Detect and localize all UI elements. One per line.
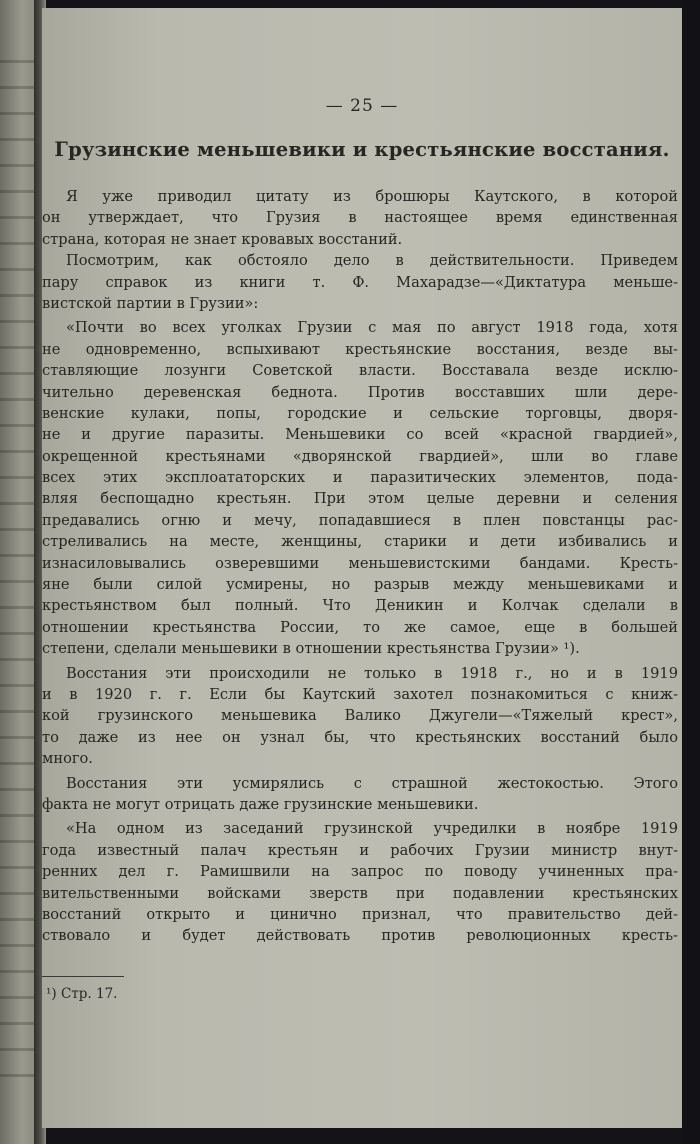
text-line: ренних дел г. Рамишвили на запрос по поводу учиненных пра-: [42, 863, 678, 881]
text-line: крестьянством был полный. Что Деникин и Колчак сделали в: [42, 597, 678, 615]
text-line: степени, сделали меньшевики в отношении крестьянства Грузии» ¹).: [42, 640, 580, 658]
footnote-rule: [42, 976, 124, 977]
text-line: яне были силой усмирены, но разрыв между меньшевиками и: [42, 576, 678, 594]
text-line: и в 1920 г. г. Если бы Каутский захотел познакомиться с книж-: [42, 685, 678, 703]
text-line: страна, которая не знает кровавых восстаний.: [42, 230, 403, 248]
footnote: ¹) Стр. 17.: [46, 986, 118, 1002]
text-line: Восстания эти усмирялись с страшной жестокостью. Этого: [66, 774, 678, 792]
text-line: Восстания эти происходили не только в 1918 г., но и в 1919: [66, 664, 678, 682]
chapter-title: Грузинские меньшевики и крестьянские восстания.: [54, 138, 670, 161]
text-line: стреливались на месте, женщины, старики и дети избивались и: [42, 533, 678, 551]
text-line: Я уже приводил цитату из брошюры Каутского, в которой: [66, 188, 678, 205]
text-line: года известный палач крестьян и рабочих Грузии министр внут-: [42, 841, 678, 859]
text-line: восстаний открыто и цинично признал, что правительство дей-: [42, 905, 678, 923]
text-line: окрещенной крестьянами «дворянской гвардией», шли во главе: [42, 447, 678, 465]
text-line: ствовало и будет действовать против революционных кресть-: [42, 927, 678, 945]
text-line: вляя беспощадно крестьян. При этом целые деревни и селения: [42, 490, 678, 508]
text-line: кой грузинского меньшевика Валико Джугели—«Тяжелый крест»,: [42, 707, 678, 725]
text-line: пару справок из книги т. Ф. Махарадзе—«Диктатура меньше-: [42, 273, 678, 291]
facing-page-text-fragments: [0, 60, 34, 1080]
text-line: факта не могут отрицать даже грузинские меньшевики.: [42, 795, 479, 813]
text-line: вительственными войсками зверств при подавлении крестьянских: [42, 884, 678, 902]
background-edge: [682, 0, 700, 1144]
text-line: вистской партии в Грузии»:: [42, 294, 259, 312]
text-line: «На одном из заседаний грузинской учредилки в ноябре 1919: [66, 820, 678, 838]
text-line: чительно деревенская беднота. Против восставших шли дере-: [42, 383, 678, 401]
text-line: он утверждает, что Грузия в настоящее время единственная: [42, 209, 678, 227]
text-line: предавались огню и мечу, попадавшиеся в плен повстанцы рас-: [42, 511, 678, 529]
text-line: ставляющие лозунги Советской власти. Восставала везде исклю-: [42, 362, 678, 380]
text-line: не и другие паразиты. Меньшевики со всей «красной гвардией»,: [42, 426, 678, 444]
text-line: отношении крестьянства России, то же самое, еще в большей: [42, 618, 678, 636]
text-line: изнасиловывались озверевшими меньшевистскими бандами. Кресть-: [42, 554, 678, 572]
text-line: «Почти во всех уголках Грузии с мая по август 1918 года, хотя: [66, 319, 678, 337]
book-page: [42, 8, 682, 1128]
body-text: [42, 186, 678, 947]
text-line: Посмотрим, как обстояло дело в действительности. Приведем: [66, 252, 678, 270]
text-line: то даже из нее он узнал бы, что крестьянских восстаний было: [42, 728, 678, 746]
text-line: всех этих эксплоататорских и паразитических элементов, пода-: [42, 469, 678, 487]
text-line: не одновременно, вспыхивают крестьянские восстания, везде вы-: [42, 340, 678, 358]
page-number: — 25 —: [325, 96, 399, 116]
text-line: венские кулаки, попы, городские и сельские торговцы, дворя-: [42, 404, 678, 422]
text-line: много.: [42, 750, 93, 768]
